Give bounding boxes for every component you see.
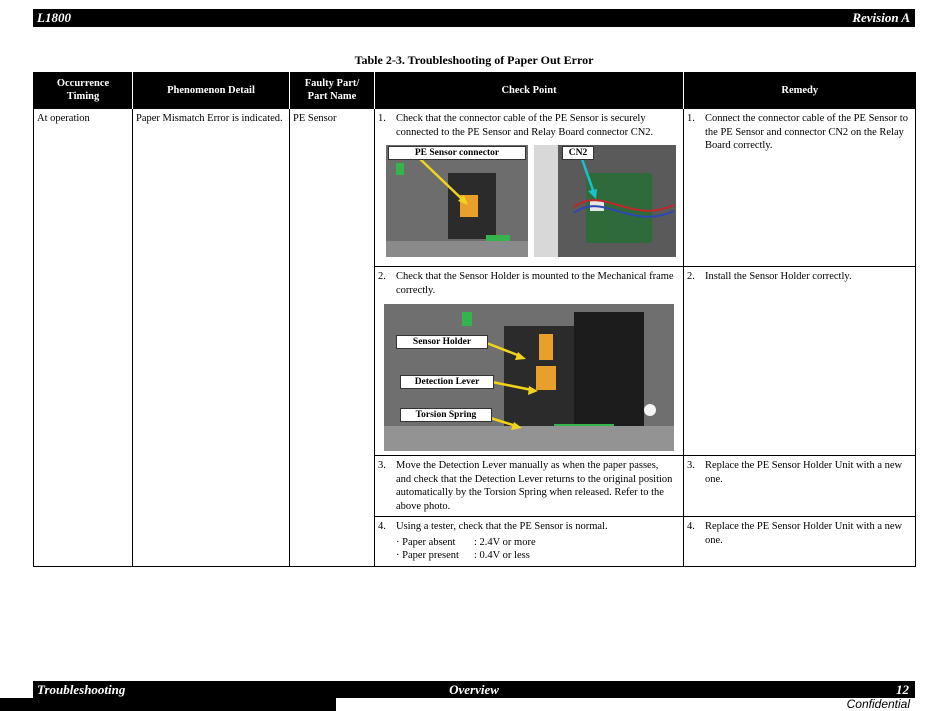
- measurement-item: [396, 536, 680, 550]
- torsion-spring-label: Torsion Spring: [400, 408, 492, 422]
- arrow-icon: [386, 145, 528, 257]
- check-text: Check that the connector cable of the PE Sensor is securely connected to the PE Sensor and Relay Board connector CN2.: [396, 113, 654, 138]
- measurement-item: [396, 549, 680, 563]
- cell-timing: At operation: [34, 109, 133, 567]
- relay-board-photo: [534, 145, 676, 257]
- remedy-cell-3: [684, 456, 916, 517]
- cell-phenomenon: Paper Mismatch Error is indicated.: [133, 109, 290, 567]
- col-phenomenon: Phenomenon Detail: [133, 72, 290, 109]
- col-faulty-line1: Faulty Part/: [304, 78, 360, 89]
- check-cell-1: [375, 109, 684, 267]
- remedy-cell-1: [684, 109, 916, 267]
- remedy-cell-4: [684, 517, 916, 567]
- remedy-text: Install the Sensor Holder correctly.: [705, 271, 852, 282]
- check-number: 2.: [378, 271, 386, 282]
- remedy-cell-2: [684, 267, 916, 456]
- check-cell-4: [375, 517, 684, 567]
- check-text: Using a tester, check that the PE Sensor is normal.: [396, 521, 608, 532]
- cn2-label: CN2: [562, 146, 594, 160]
- footer-section: Overview: [449, 682, 499, 697]
- col-faulty-line2: Part Name: [307, 91, 357, 102]
- col-remedy: Remedy: [684, 72, 916, 109]
- remedy-text: Replace the PE Sensor Holder Unit with a new one.: [705, 460, 903, 485]
- measurement-value: : 0.4V or less: [474, 550, 530, 561]
- measurement-label: · Paper absent: [396, 536, 456, 548]
- check-number: 3.: [378, 460, 386, 471]
- remedy-number: 2.: [687, 271, 695, 282]
- remedy-text: Connect the connector cable of the PE Sensor to the PE Sensor and connector CN2 on the Relay Board correctly.: [705, 113, 908, 151]
- check-text: Check that the Sensor Holder is mounted to the Mechanical frame correctly.: [396, 271, 674, 296]
- col-occurrence-timing: [34, 72, 133, 109]
- remedy-text: Replace the PE Sensor Holder Unit with a new one.: [705, 521, 903, 546]
- detection-lever-label: Detection Lever: [400, 375, 494, 389]
- check-number: 4.: [378, 521, 386, 532]
- table-row: [34, 109, 916, 267]
- sensor-holder-photo: [384, 304, 674, 451]
- arrow-icon: [534, 145, 676, 257]
- model-name: L1800: [37, 10, 71, 25]
- pe-sensor-connector-label: PE Sensor connector: [388, 146, 526, 160]
- revision-label: Revision A: [852, 10, 910, 25]
- sensor-holder-label: Sensor Holder: [396, 335, 488, 349]
- col-check-point: Check Point: [375, 72, 684, 109]
- check-text: Move the Detection Lever manually as when the paper passes, and check that the Detection Lever returns to the original position automatically by the Torsion Spring when released. Refer to the above photo.: [396, 460, 673, 512]
- troubleshooting-table: [33, 72, 916, 567]
- remedy-number: 1.: [687, 113, 695, 124]
- check-number: 1.: [378, 113, 386, 124]
- col-occurrence-line1: Occurrence: [56, 78, 110, 89]
- photo-group-connector: [378, 145, 680, 263]
- table-header-row: [34, 72, 916, 109]
- page-number: 12: [896, 682, 909, 697]
- remedy-number: 4.: [687, 521, 695, 532]
- page-header: [33, 9, 915, 27]
- remedy-number: 3.: [687, 460, 695, 471]
- cell-part: PE Sensor: [290, 109, 375, 567]
- footer-bar: [0, 698, 336, 711]
- col-occurrence-line2: Timing: [66, 91, 100, 102]
- page-footer: [33, 681, 915, 698]
- measurement-label: · Paper present: [396, 550, 459, 561]
- table-caption: Table 2-3. Troubleshooting of Paper Out Error: [354, 53, 594, 67]
- confidential-label: Confidential: [846, 697, 910, 711]
- check-cell-2: [375, 267, 684, 456]
- footer-chapter: Troubleshooting: [37, 682, 126, 697]
- col-faulty-part: [290, 72, 375, 109]
- check-cell-3: [375, 456, 684, 517]
- measurement-list: [378, 536, 680, 563]
- measurement-value: : 2.4V or more: [474, 536, 536, 548]
- pe-sensor-photo: [386, 145, 528, 257]
